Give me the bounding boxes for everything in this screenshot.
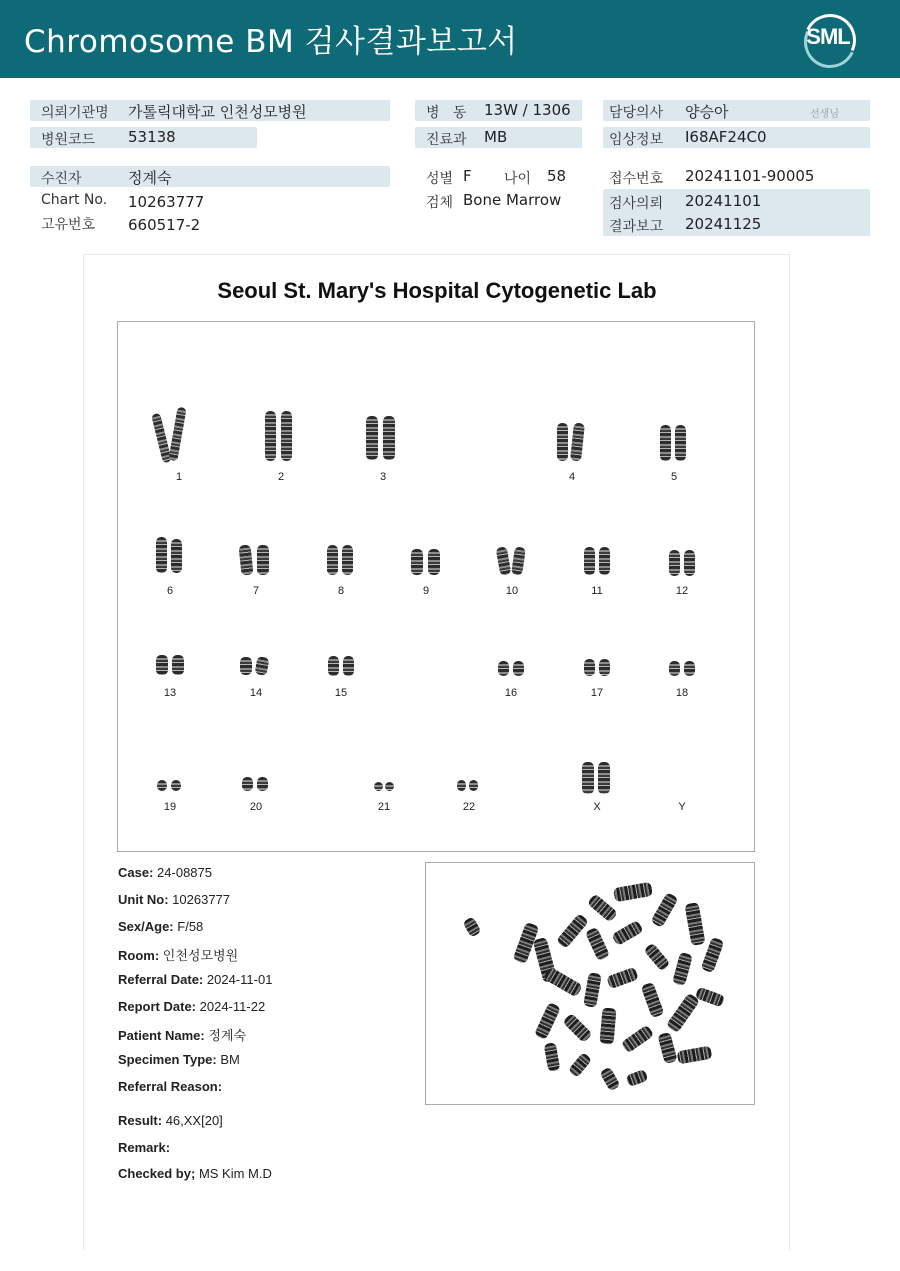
specimen-value: Bone Marrow bbox=[463, 191, 562, 209]
chromosome-label: 21 bbox=[377, 801, 391, 813]
report-date-value: 2024-11-22 bbox=[199, 999, 266, 1014]
result-key: Result: bbox=[118, 1113, 163, 1128]
hospital-code-label: 병원코드 bbox=[41, 132, 96, 148]
chromosome-label: 16 bbox=[504, 687, 518, 699]
age-value: 58 bbox=[547, 167, 567, 185]
case-value: 24-08875 bbox=[157, 865, 212, 880]
specimen-type-key: Specimen Type: bbox=[118, 1052, 217, 1067]
referral-reason-key: Referral Reason: bbox=[118, 1079, 223, 1094]
chromosome-label: X bbox=[593, 801, 601, 813]
chromosome-label: 11 bbox=[591, 585, 603, 597]
chromosome-label: 2 bbox=[277, 471, 285, 483]
result-line bbox=[118, 1113, 223, 1128]
metaphase-spread-image bbox=[425, 862, 755, 1105]
chromosome-label: 7 bbox=[252, 585, 260, 597]
chromosome-label: 17 bbox=[590, 687, 604, 699]
patient-label: 수진자 bbox=[41, 171, 82, 187]
chromosome-label: 9 bbox=[422, 585, 430, 597]
checked-key: Checked by; bbox=[118, 1166, 196, 1181]
ward-value: 13W / 1306 bbox=[484, 101, 571, 119]
report-date-key: Report Date: bbox=[118, 999, 197, 1014]
sex-value: F bbox=[463, 167, 472, 185]
unit-value: 10263777 bbox=[172, 892, 231, 907]
chromosome-label: 10 bbox=[505, 585, 519, 597]
institution-value: 가톨릭대학교 인천성모병원 bbox=[128, 103, 307, 121]
remark-line bbox=[118, 1140, 170, 1155]
chromosome-label: 22 bbox=[462, 801, 476, 813]
chromosome-label: 15 bbox=[334, 687, 348, 699]
chromosome-label: 4 bbox=[568, 471, 576, 483]
specimen-type-value: BM bbox=[220, 1052, 240, 1067]
chromosome-label: 18 bbox=[675, 687, 689, 699]
department-label: 진료과 bbox=[426, 132, 467, 148]
unit-key: Unit No: bbox=[118, 892, 169, 907]
unique-value: 660517-2 bbox=[128, 216, 201, 234]
ward-label: 병 동 bbox=[426, 105, 467, 121]
age-label: 나이 bbox=[504, 171, 532, 187]
report-date-label: 결과보고 bbox=[609, 219, 664, 235]
remark-key: Remark: bbox=[118, 1140, 171, 1155]
unit-line bbox=[118, 892, 230, 907]
patient-name-key: Patient Name: bbox=[118, 1028, 205, 1043]
referral-date-line bbox=[118, 972, 272, 987]
room-value: 인천성모병원 bbox=[162, 948, 239, 963]
sexage-key: Sex/Age: bbox=[118, 919, 174, 934]
patient-value: 정계숙 bbox=[128, 169, 172, 187]
request-value: 20241101 bbox=[685, 192, 762, 210]
doctor-value: 양승아 bbox=[685, 103, 729, 121]
doctor-suffix: 선생님 bbox=[810, 109, 839, 120]
institution-label: 의뢰기관명 bbox=[41, 105, 109, 121]
chromosome-label: Y bbox=[678, 801, 686, 813]
checked-value: MS Kim M.D bbox=[198, 1166, 272, 1181]
chart-value: 10263777 bbox=[128, 193, 205, 211]
case-key: Case: bbox=[118, 865, 154, 880]
logo-text: SML bbox=[806, 24, 850, 49]
chromosome-label: 12 bbox=[675, 585, 689, 597]
report-header bbox=[0, 0, 900, 78]
sexage-value: F/58 bbox=[177, 919, 204, 934]
receipt-value: 20241101-90005 bbox=[685, 167, 815, 185]
patient-row bbox=[30, 166, 390, 187]
receipt-label: 접수번호 bbox=[609, 171, 664, 187]
chromosome-label: 1 bbox=[175, 471, 183, 483]
clinical-label: 임상정보 bbox=[609, 132, 664, 148]
specimen-label: 검체 bbox=[426, 195, 454, 211]
chromosome-label: 6 bbox=[166, 585, 174, 597]
room-key: Room: bbox=[118, 948, 160, 963]
hospital-code-value: 53138 bbox=[128, 128, 176, 146]
request-label: 검사의뢰 bbox=[609, 196, 664, 212]
chromosome-label: 14 bbox=[249, 687, 263, 699]
chart-label: Chart No. bbox=[41, 192, 108, 208]
report-title: Chromosome BM 검사결과보고서 bbox=[24, 24, 518, 60]
referral-date-value: 2024-11-01 bbox=[206, 972, 273, 987]
doctor-label: 담당의사 bbox=[609, 105, 664, 121]
sml-logo bbox=[798, 10, 858, 68]
chromosome-label: 19 bbox=[163, 801, 177, 813]
checked-line bbox=[118, 1166, 272, 1181]
unique-label: 고유번호 bbox=[41, 217, 96, 233]
sexage-line bbox=[118, 919, 203, 934]
chromosome-label: 13 bbox=[163, 687, 177, 699]
clinical-value: I68AF24C0 bbox=[685, 128, 767, 146]
specimen-type-line bbox=[118, 1052, 240, 1067]
report-date-value: 20241125 bbox=[685, 215, 762, 233]
chromosome-label: 20 bbox=[249, 801, 263, 813]
patient-name-value: 정계숙 bbox=[208, 1028, 247, 1043]
patient-name-line bbox=[118, 1025, 246, 1044]
room-line bbox=[118, 945, 238, 964]
chromosome-label: 3 bbox=[379, 471, 387, 483]
referral-date-key: Referral Date: bbox=[118, 972, 204, 987]
result-value: 46,XX[20] bbox=[165, 1113, 223, 1128]
case-line bbox=[118, 865, 212, 880]
sex-label: 성별 bbox=[426, 171, 454, 187]
report-date-line bbox=[118, 999, 265, 1014]
referral-reason-line bbox=[118, 1079, 222, 1094]
department-value: MB bbox=[484, 128, 508, 146]
chromosome-label: 5 bbox=[670, 471, 678, 483]
lab-title: Seoul St. Mary's Hospital Cytogenetic Lab bbox=[217, 278, 657, 303]
chromosome-label: 8 bbox=[337, 585, 345, 597]
